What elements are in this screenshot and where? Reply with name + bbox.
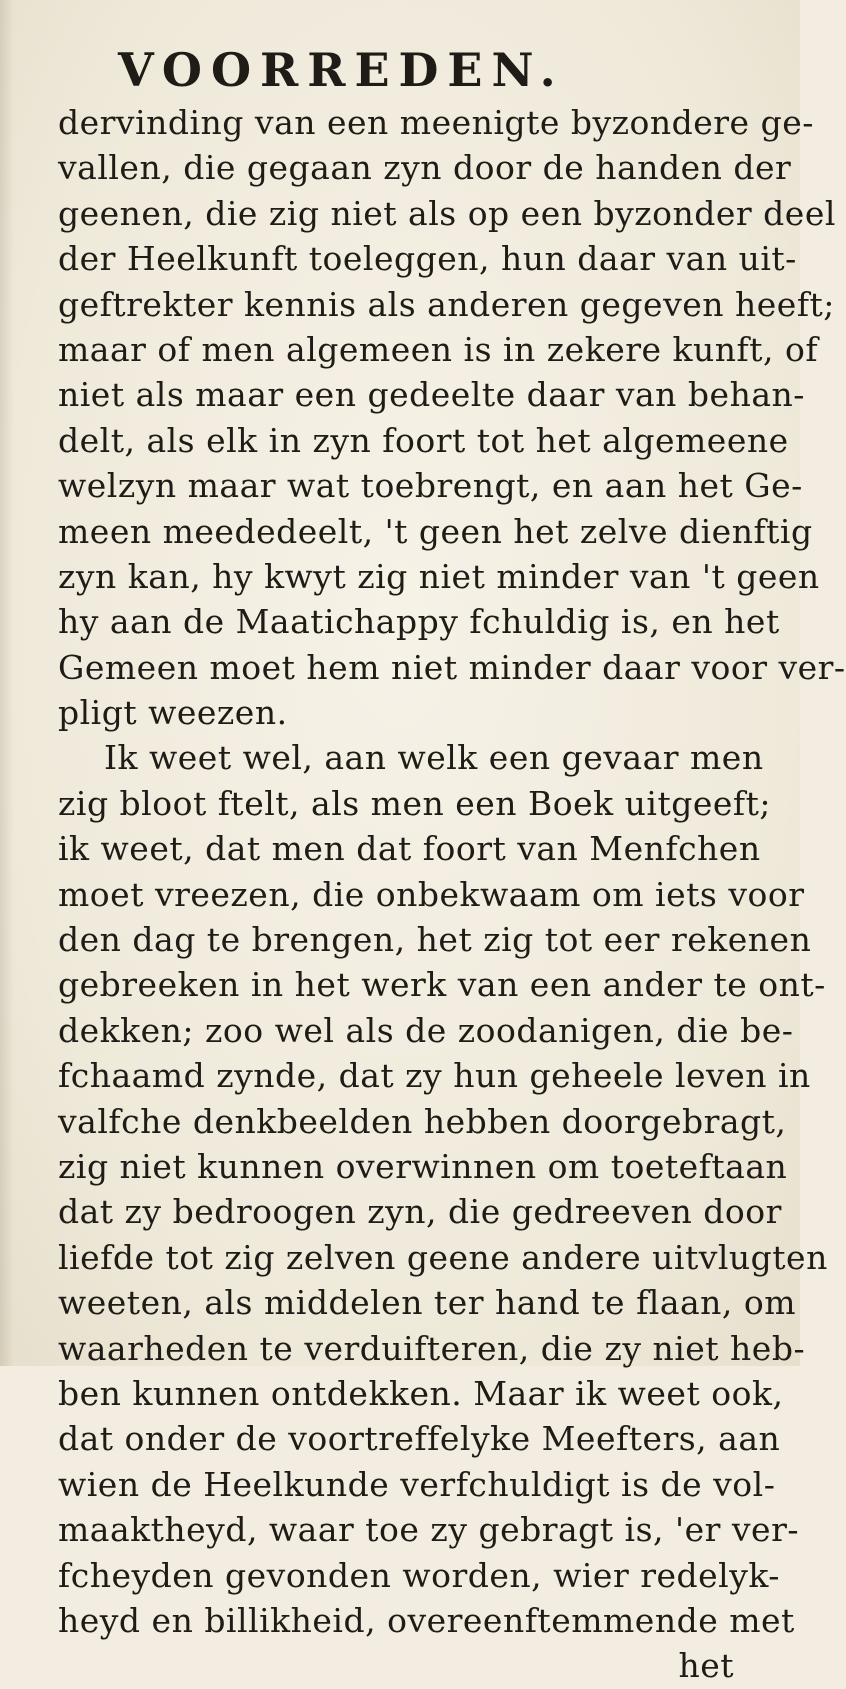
text-line: Ik weet wel, aan welk een gevaar men — [104, 738, 764, 778]
text-line: niet als maar een gedeelte daar van behan- — [58, 375, 805, 415]
text-line: dat zy bedroogen zyn, die gedreeven door — [58, 1192, 782, 1232]
text-line: geftrekter kennis als anderen gegeven heeft; — [58, 284, 835, 324]
text-line: dat onder de voortreffelyke Meefters, aan — [58, 1419, 781, 1459]
text-line: welzyn maar wat toebrengt, en aan het Ge- — [58, 466, 803, 506]
text-line: vallen, die gegaan zyn door de handen der — [58, 148, 792, 188]
text-line: wien de Heelkunde verfchuldigt is de vol- — [58, 1464, 776, 1504]
text-line: liefde tot zig zelven geene andere uitvlugten — [58, 1237, 828, 1277]
text-line: maar of men algemeen is in zekere kunft, of — [58, 329, 819, 369]
page-header-title: VOORREDEN. — [118, 43, 565, 97]
text-line: ik weet, dat men dat foort van Menfchen — [58, 829, 761, 869]
text-line: heyd en billikheid, overeenftemmende met — [58, 1600, 795, 1640]
text-line: zyn kan, hy kwyt zig niet minder van 't geen — [58, 556, 820, 596]
text-line: delt, als elk in zyn foort tot het algemeene — [58, 420, 789, 460]
page-edge-shadow — [0, 0, 14, 1366]
text-line: der Heelkunft toeleggen, hun daar van uit- — [58, 239, 797, 279]
text-line: zig niet kunnen overwinnen om toeteftaan — [58, 1146, 788, 1186]
text-line: hy aan de Maatichappy fchuldig is, en het — [58, 602, 780, 642]
text-line: pligt weezen. — [58, 693, 288, 733]
text-line: valfche denkbeelden hebben doorgebragt, — [58, 1101, 787, 1141]
text-line: geenen, die zig niet als op een byzonder deel — [58, 193, 836, 233]
text-line: fchaamd zynde, dat zy hun geheele leven in — [58, 1056, 811, 1096]
text-line: zig bloot ftelt, als men een Boek uitgeeft; — [58, 783, 772, 823]
text-line: gebreeken in het werk van een ander te ont- — [58, 965, 826, 1005]
text-line: den dag te brengen, het zig tot eer rekenen — [58, 920, 812, 960]
text-line: ben kunnen ontdekken. Maar ik weet ook, — [58, 1373, 784, 1413]
catchword: het — [678, 1646, 734, 1686]
text-line: waarheden te verduifteren, die zy niet heb- — [58, 1328, 806, 1368]
text-line: moet vreezen, die onbekwaam om iets voor — [58, 874, 805, 914]
body-text — [58, 100, 846, 1689]
text-line: fcheyden gevonden worden, wier redelyk- — [58, 1555, 780, 1595]
text-line: Gemeen moet hem niet minder daar voor ver- — [58, 647, 846, 687]
text-line: meen meededeelt, 't geen het zelve dienftig — [58, 511, 813, 551]
text-line: weeten, als middelen ter hand te flaan, om — [58, 1283, 797, 1323]
text-line: dervinding van een meenigte byzondere ge- — [58, 103, 814, 142]
text-line: dekken; zoo wel als de zoodanigen, die be- — [58, 1010, 794, 1050]
text-line: maaktheyd, waar toe zy gebragt is, 'er ver- — [58, 1510, 799, 1550]
